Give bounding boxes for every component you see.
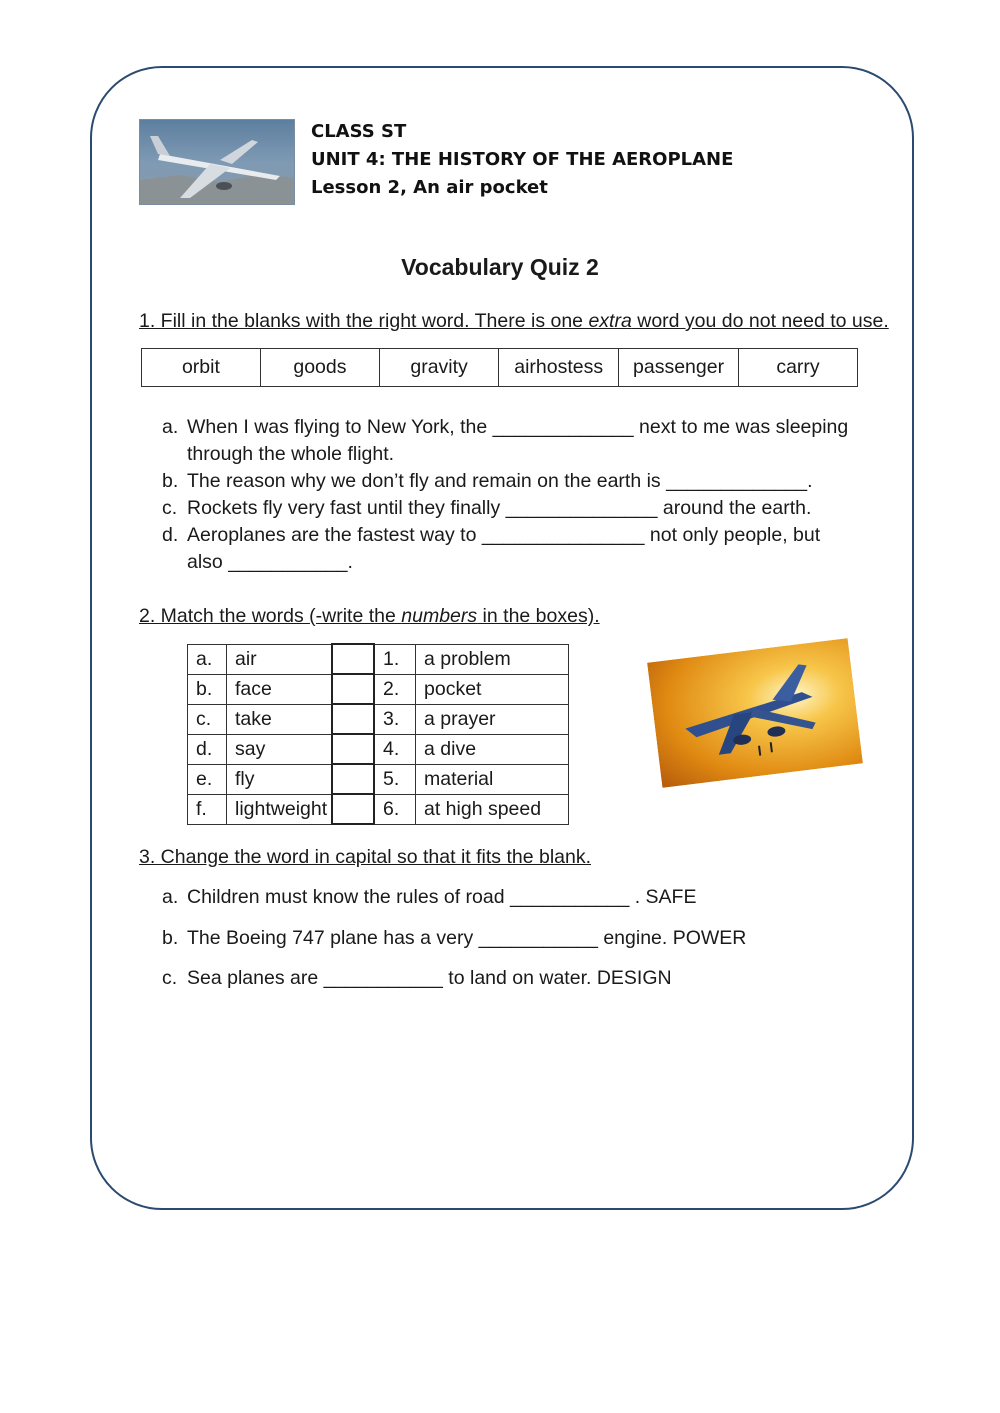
row-letter: e.	[188, 764, 227, 794]
sunset-plane-photo	[647, 638, 863, 788]
row-number: 6.	[374, 794, 416, 824]
class-line: CLASS ST	[311, 121, 407, 142]
table-row	[188, 794, 569, 824]
match-phrase: a dive	[416, 734, 569, 764]
table-row	[188, 764, 569, 794]
match-word: lightweight	[227, 794, 333, 824]
answer-box[interactable]	[332, 704, 374, 734]
match-word: face	[227, 674, 333, 704]
fill-blank-sentence: Aeroplanes are the fastest way to _______________ not only people, but	[187, 524, 821, 546]
unit-line: UNIT 4: THE HISTORY OF THE AEROPLANE	[311, 149, 734, 170]
table-row	[188, 704, 569, 734]
table-row	[188, 734, 569, 764]
fill-blank-sentence-cont: also ___________.	[187, 551, 353, 573]
section3-instruction: 3. Change the word in capital so that it fits the blank.	[139, 846, 592, 868]
word-form-sentence: Children must know the rules of road ___________ . SAFE	[187, 886, 697, 908]
row-letter: f.	[188, 794, 227, 824]
item-label: b.	[162, 470, 179, 492]
match-word: fly	[227, 764, 333, 794]
answer-box[interactable]	[332, 764, 374, 794]
item-label: a.	[162, 886, 179, 908]
quiz-title: Vocabulary Quiz 2	[401, 254, 599, 280]
row-letter: d.	[188, 734, 227, 764]
match-word: air	[227, 644, 333, 674]
row-number: 1.	[374, 644, 416, 674]
section1-instruction: 1. Fill in the blanks with the right word. There is one extra word you do not need to use.	[139, 310, 889, 332]
word-bank-item: passenger	[619, 349, 739, 387]
answer-box[interactable]	[332, 644, 374, 674]
word-bank-item: orbit	[142, 349, 261, 387]
match-phrase: material	[416, 764, 569, 794]
row-number: 4.	[374, 734, 416, 764]
match-phrase: a problem	[416, 644, 569, 674]
row-letter: c.	[188, 704, 227, 734]
fill-blank-sentence: When I was flying to New York, the _____________ next to me was sleeping	[187, 416, 849, 438]
word-form-sentence: The Boeing 747 plane has a very ___________ engine. POWER	[187, 927, 747, 949]
section2-instruction: 2. Match the words (-write the numbers in the boxes).	[139, 605, 600, 627]
word-bank	[141, 348, 858, 387]
item-label: c.	[162, 497, 178, 519]
answer-box[interactable]	[332, 734, 374, 764]
word-bank-item: gravity	[379, 349, 498, 387]
match-phrase: pocket	[416, 674, 569, 704]
row-number: 2.	[374, 674, 416, 704]
item-label: c.	[162, 967, 178, 989]
fill-blank-sentence: The reason why we don’t fly and remain on the earth is _____________.	[187, 470, 813, 492]
fill-blank-sentence: Rockets fly very fast until they finally ______________ around the earth.	[187, 497, 812, 519]
row-number: 3.	[374, 704, 416, 734]
table-row	[188, 644, 569, 674]
word-form-sentence: Sea planes are ___________ to land on water. DESIGN	[187, 967, 672, 989]
matching-table	[187, 643, 569, 825]
word-bank-item: airhostess	[499, 349, 619, 387]
answer-box[interactable]	[332, 674, 374, 704]
page-frame	[90, 66, 914, 1210]
match-word: take	[227, 704, 333, 734]
match-phrase: a prayer	[416, 704, 569, 734]
lesson-line: Lesson 2, An air pocket	[311, 177, 548, 198]
match-word: say	[227, 734, 333, 764]
table-row	[188, 674, 569, 704]
word-bank-item: goods	[260, 349, 379, 387]
word-bank-item: carry	[739, 349, 858, 387]
item-label: a.	[162, 416, 179, 438]
row-letter: b.	[188, 674, 227, 704]
item-label: d.	[162, 524, 179, 546]
airliner-photo	[139, 119, 295, 205]
row-number: 5.	[374, 764, 416, 794]
match-phrase: at high speed	[416, 794, 569, 824]
answer-box[interactable]	[332, 794, 374, 824]
item-label: b.	[162, 927, 179, 949]
fill-blank-sentence-cont: through the whole flight.	[187, 443, 395, 465]
row-letter: a.	[188, 644, 227, 674]
